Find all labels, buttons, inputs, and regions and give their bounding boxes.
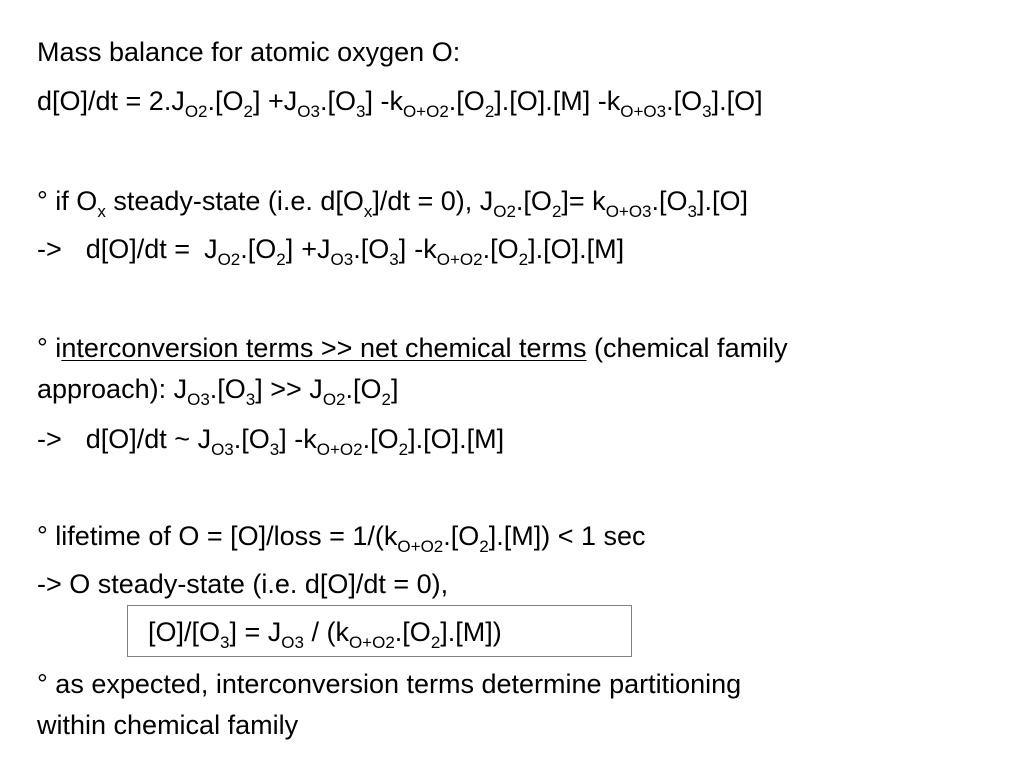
eq-text: ] = J: [229, 617, 282, 647]
bullet-expected: [37, 668, 741, 700]
eq-subscript: O+O2: [397, 537, 444, 556]
eq-text: .[O: [482, 234, 519, 264]
eq-text: d[O]/dt ~ J: [85, 424, 212, 454]
eq-text: +J: [301, 234, 331, 264]
eq-text: .[O: [233, 424, 270, 454]
eq-text: d[O]/dt =: [85, 234, 191, 264]
arrow-line-3: [37, 568, 448, 600]
eq-subscript: 3: [702, 102, 712, 121]
eq-subscript: O2: [322, 390, 346, 409]
eq-subscript: O3: [330, 250, 354, 269]
eq-text: ].[M]): [440, 617, 502, 647]
eq-text: -k: [414, 234, 437, 264]
eq-text: -> O steady-state (i.e. d[O]/dt = 0),: [37, 569, 449, 599]
bullet-expected-cont: [37, 709, 298, 741]
eq-text: ° i: [37, 333, 62, 363]
title-line: [37, 36, 460, 68]
eq-text: ] -k: [365, 86, 403, 116]
eq-subscript: x: [97, 202, 106, 221]
title-text: Mass balance for atomic oxygen O:: [37, 37, 461, 67]
eq-text: within chemical family: [37, 710, 299, 740]
eq-text: steady-state (i.e. d[O: [105, 186, 364, 216]
eq-text: ] >> J: [255, 374, 323, 404]
arrow-icon: ->: [37, 424, 62, 454]
eq-subscript: O+O2: [436, 250, 483, 269]
eq-subscript: 3: [687, 202, 698, 221]
eq-text: .[O: [666, 86, 703, 116]
eq-subscript: O+O3: [620, 102, 667, 121]
eq-text: ].[O].[M]: [408, 424, 505, 454]
eq-text: ° lifetime of O = [O]/loss = 1/(k: [37, 521, 398, 551]
eq-subscript: 2: [276, 250, 286, 269]
eq-subscript: 3: [220, 633, 230, 652]
bullet-interconversion: [37, 332, 788, 364]
eq-subscript: 2: [430, 633, 441, 652]
eq-text: ].[O].[M] -k: [494, 86, 621, 116]
eq-text: ].[O]: [697, 186, 749, 216]
eq-text: / (k: [303, 617, 349, 647]
eq-text: [O]/[O: [148, 617, 221, 647]
eq-text: .[O: [394, 617, 431, 647]
eq-subscript: O+O2: [402, 102, 449, 121]
eq-text: d[O]/dt = 2.J: [37, 86, 185, 116]
bullet-steady-state: [37, 185, 749, 221]
eq-subscript: 2: [381, 390, 391, 409]
mass-balance-equation: [37, 85, 763, 121]
eq-subscript: O3: [297, 102, 320, 121]
eq-text: ]: [390, 374, 399, 404]
eq-subscript: 3: [245, 390, 256, 409]
eq-subscript: O3: [211, 440, 234, 459]
eq-text: .[O: [209, 374, 246, 404]
eq-text: ].[O]: [711, 86, 763, 116]
eq-text: ] +J: [253, 86, 298, 116]
eq-text: .[O: [319, 86, 356, 116]
eq-subscript: O3: [281, 633, 304, 652]
eq-text: ] -k: [279, 424, 317, 454]
eq-subscript: 2: [484, 102, 495, 121]
eq-text: J: [204, 234, 218, 264]
eq-text: .[O: [362, 424, 399, 454]
bullet-interconversion-cont: [37, 373, 399, 409]
eq-text: .[O: [240, 234, 277, 264]
eq-subscript: O2: [217, 250, 241, 269]
eq-text: .[O: [207, 86, 244, 116]
eq-text: ]: [285, 234, 294, 264]
arrow-line-2: [37, 423, 505, 459]
eq-subscript: O2: [493, 202, 516, 221]
eq-text: ° as expected, interconversion terms determine partitioning: [37, 669, 742, 699]
eq-text: (chemical family: [586, 333, 788, 363]
eq-text: .[O: [353, 234, 390, 264]
eq-subscript: 2: [479, 537, 489, 556]
eq-subscript: 2: [398, 440, 409, 459]
eq-text: ]= k: [561, 186, 606, 216]
eq-text: .[O: [448, 86, 485, 116]
eq-text: .[O: [345, 374, 382, 404]
eq-subscript: O+O2: [348, 633, 395, 652]
underlined-text: nterconversion terms >> net chemical terms: [61, 333, 587, 363]
eq-text: .[O: [651, 186, 688, 216]
eq-subscript: 3: [269, 440, 280, 459]
boxed-equation: [127, 605, 632, 657]
bullet-lifetime: [37, 520, 646, 556]
eq-text: .[O: [515, 186, 552, 216]
eq-subscript: 2: [551, 202, 562, 221]
eq-text: ]/dt = 0), J: [372, 186, 494, 216]
eq-text: ]: [398, 234, 407, 264]
eq-subscript: O3: [187, 390, 210, 409]
eq-subscript: 2: [518, 250, 529, 269]
eq-text: ].[M]) < 1 sec: [488, 521, 646, 551]
eq-text: ° if O: [37, 186, 98, 216]
eq-text: ].[O].[M]: [528, 234, 625, 264]
eq-subscript: O+O2: [316, 440, 363, 459]
eq-text: approach): J: [37, 374, 188, 404]
boxed-equation-text: [148, 616, 502, 652]
eq-subscript: x: [363, 202, 373, 221]
arrow-icon: ->: [37, 234, 62, 264]
eq-subscript: 3: [355, 102, 366, 121]
eq-subscript: O+O3: [605, 202, 652, 221]
eq-subscript: O2: [184, 102, 208, 121]
eq-subscript: 3: [389, 250, 399, 269]
eq-subscript: 2: [243, 102, 253, 121]
eq-text: .[O: [443, 521, 480, 551]
arrow-line-1: [37, 233, 625, 269]
